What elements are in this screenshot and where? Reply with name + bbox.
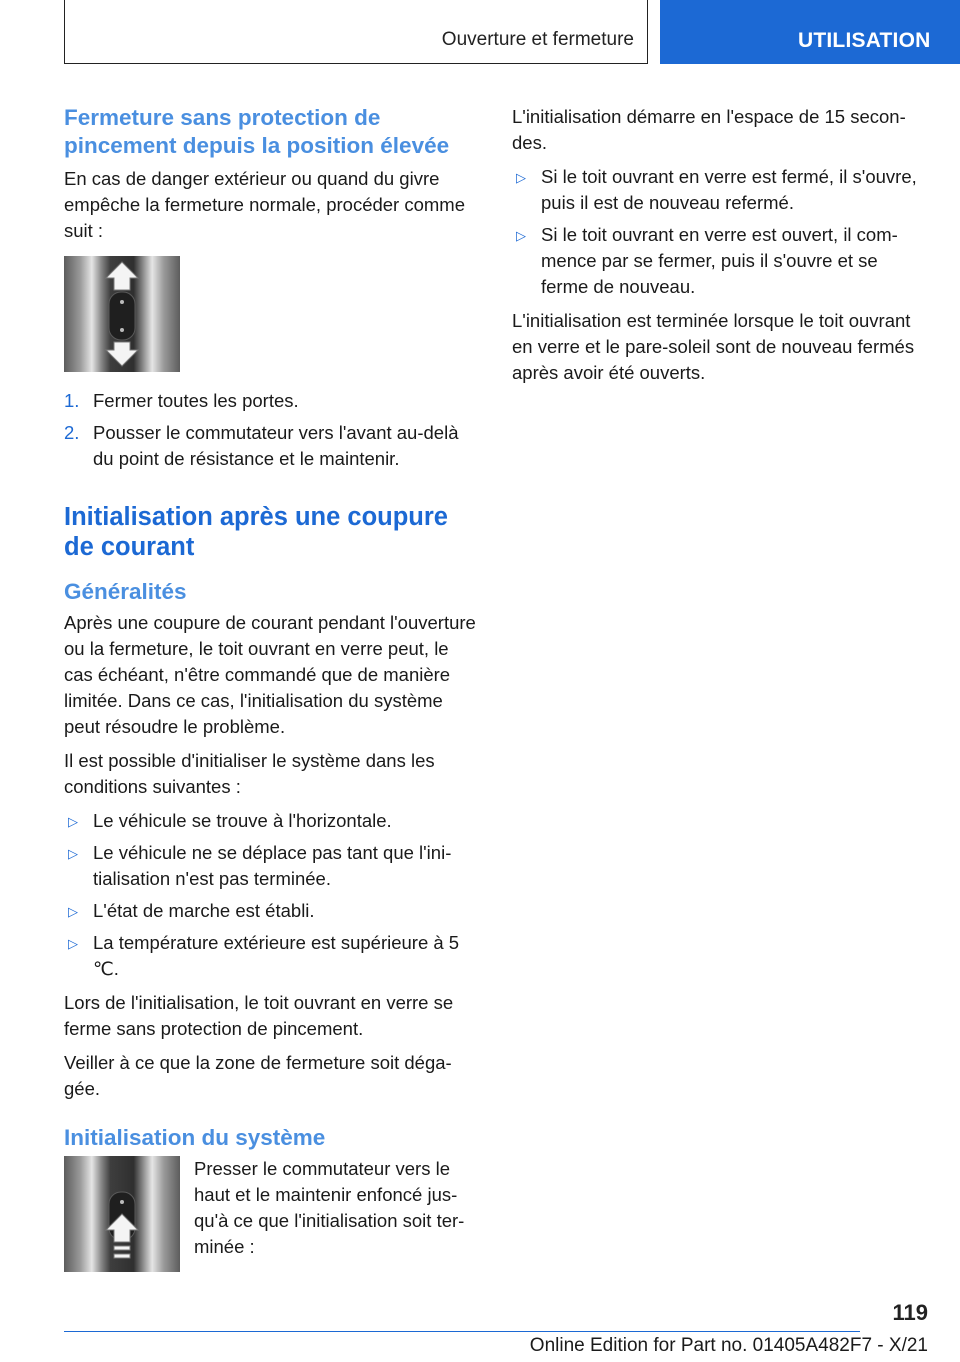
list-item xyxy=(64,808,478,834)
subheading-system-init: Initialisation du système xyxy=(64,1125,326,1150)
step-number: 1. xyxy=(64,390,80,411)
step-text: Fermer toutes les portes. xyxy=(93,390,299,411)
page-number: 119 xyxy=(892,1300,928,1325)
list-item xyxy=(64,420,478,472)
heading-init-after-power-cut: Initialisation après une coupure de courant xyxy=(64,503,448,561)
header-chapter-tab: UTILISATION xyxy=(660,0,960,64)
right-column xyxy=(512,104,928,394)
switch-up-down-arrows-icon xyxy=(64,256,180,372)
paragraph: Il est possible d'initialiser le système dans les conditions suivantes : xyxy=(64,750,435,797)
paragraph: Après une coupure de courant pendant l'ouverture ou la fermeture, le toit ouvrant en verre peut, le cas échéant, n'être commandé que de manière limitée. Dans ce cas, l'initialisation du système peut résoudre le problème. xyxy=(64,612,476,737)
system-init-block xyxy=(64,1156,478,1272)
paragraph: L'initialisation est terminée lorsque le toit ouvrant en verre et le pare-soleil sont de nouveau fermés après avoir été ouverts. xyxy=(512,310,915,383)
paragraph: Presser le commutateur vers le haut et le maintenir enfoncé jusqu'à ce que l'initialisation soit terminée : xyxy=(194,1158,465,1257)
init-behavior-list xyxy=(512,164,928,300)
triangle-bullet-icon: ▷ xyxy=(516,170,526,185)
switch-up-arrow-icon xyxy=(64,1156,180,1272)
condition-text: Le véhicule se trouve à l'horizontale. xyxy=(93,810,392,831)
triangle-bullet-icon: ▷ xyxy=(68,936,78,951)
list-item xyxy=(64,930,478,982)
list-item xyxy=(512,164,928,216)
triangle-bullet-icon: ▷ xyxy=(68,904,78,919)
step-text: Pousser le commutateur vers l'avant au-delà du point de résistance et le maintenir. xyxy=(93,422,459,469)
paragraph: Lors de l'initialisation, le toit ouvrant en verre se ferme sans protection de pincement. xyxy=(64,992,454,1039)
list-item xyxy=(64,898,478,924)
footer-edition: Online Edition for Part no. 01405A482F7 - X/21 xyxy=(529,1335,928,1356)
header-section-title: Ouverture et fermeture xyxy=(441,29,634,50)
condition-text: Le véhicule ne se déplace pas tant que l'initialisation n'est pas terminée. xyxy=(93,842,452,889)
bullet-text: Si le toit ouvrant en verre est ouvert, il commence par se fermer, puis il s'ouvre et se ferme de nouveau. xyxy=(541,224,898,297)
list-item xyxy=(512,222,928,300)
step-number: 2. xyxy=(64,422,80,443)
list-item xyxy=(64,840,478,892)
switch-figure-1 xyxy=(64,256,180,372)
triangle-bullet-icon: ▷ xyxy=(516,228,526,243)
subheading-general: Généralités xyxy=(64,579,187,604)
list-item xyxy=(64,388,478,414)
triangle-bullet-icon: ▷ xyxy=(68,814,78,829)
left-column xyxy=(64,104,478,1272)
triangle-bullet-icon: ▷ xyxy=(68,846,78,861)
heading-closing-without-pinch: Fermeture sans protection de pincement depuis la position élevée xyxy=(64,105,450,158)
footer-divider xyxy=(64,1331,860,1332)
paragraph: Veiller à ce que la zone de fermeture soit dégagée. xyxy=(64,1052,452,1099)
steps-list xyxy=(64,388,478,472)
condition-text: La température extérieure est supérieure à 5 ℃. xyxy=(93,932,460,979)
paragraph: L'initialisation démarre en l'espace de 15 secondes. xyxy=(512,106,906,153)
switch-figure-2 xyxy=(64,1156,180,1272)
bullet-text: Si le toit ouvrant en verre est fermé, il s'ouvre, puis il est de nouveau refermé. xyxy=(541,166,917,213)
intro-paragraph: En cas de danger extérieur ou quand du givre empêche la fermeture normale, procéder comme suit : xyxy=(64,168,466,241)
condition-text: L'état de marche est établi. xyxy=(93,900,315,921)
conditions-list xyxy=(64,808,478,982)
